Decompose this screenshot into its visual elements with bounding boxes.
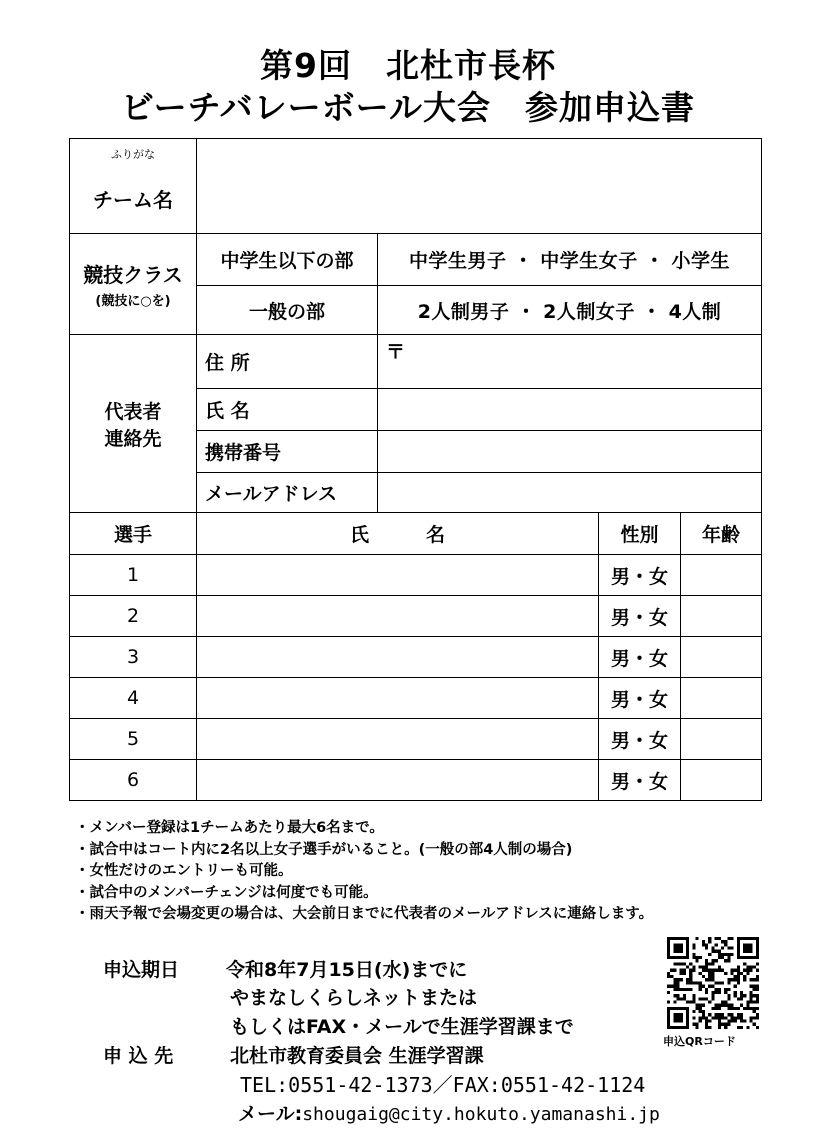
player-number: 4 — [70, 678, 197, 719]
email-field[interactable] — [378, 473, 762, 513]
phone-field[interactable] — [378, 431, 762, 473]
team-name-label: チーム名 — [93, 187, 173, 212]
player-row — [70, 637, 762, 678]
player-gender[interactable]: 男・女 — [599, 760, 681, 801]
player-gender[interactable]: 男・女 — [599, 637, 681, 678]
email-contact-link[interactable]: shougaig@city.hokuto.yamanashi.jp — [302, 1104, 660, 1125]
deadline-label: 申込期日 — [103, 959, 180, 981]
player-row — [70, 555, 762, 596]
rep-name-label: 氏 名 — [197, 389, 378, 431]
note-item: ・雨天予報で会場変更の場合は、大会前日までに代表者のメールアドレスに連絡します。 — [75, 906, 654, 922]
player-age-field[interactable] — [681, 596, 762, 637]
email-contact — [238, 1099, 660, 1126]
player-age-field[interactable] — [681, 637, 762, 678]
player-age-field[interactable] — [681, 678, 762, 719]
player-gender[interactable]: 男・女 — [599, 555, 681, 596]
method-line1: やまなしくらしネットまたは — [230, 987, 478, 1009]
furigana-label: ふりがな — [111, 147, 155, 161]
player-row — [70, 678, 762, 719]
general-division-options[interactable]: 2人制男子 ・ 2人制女子 ・ 4人制 — [378, 286, 762, 335]
age-column-header: 年齢 — [681, 513, 762, 555]
qr-caption: 申込QRコード — [663, 1035, 736, 1048]
player-number: 2 — [70, 596, 197, 637]
player-name-field[interactable] — [197, 760, 599, 801]
destination-label: 申 込 先 — [103, 1045, 174, 1067]
method-line2: もしくはFAX・メールで生涯学習課まで — [230, 1016, 574, 1038]
junior-division-options[interactable]: 中学生男子 ・ 中学生女子 ・ 小学生 — [378, 234, 762, 286]
general-division-label: 一般の部 — [197, 286, 378, 335]
representative-label-cell — [70, 335, 197, 513]
notes-list — [75, 818, 653, 926]
address-label: 住 所 — [197, 335, 378, 389]
player-number: 6 — [70, 760, 197, 801]
junior-division-label: 中学生以下の部 — [197, 234, 378, 286]
note-item: ・女性だけのエントリーも可能。 — [75, 863, 293, 879]
team-name-field[interactable] — [197, 139, 762, 234]
player-number: 5 — [70, 719, 197, 760]
rep-name-field[interactable] — [378, 389, 762, 431]
player-gender[interactable]: 男・女 — [599, 719, 681, 760]
player-gender[interactable]: 男・女 — [599, 678, 681, 719]
note-item: ・メンバー登録は1チームあたり最大6名まで。 — [75, 820, 384, 836]
player-name-field[interactable] — [197, 719, 599, 760]
address-field[interactable] — [378, 335, 762, 389]
note-item: ・試合中はコート内に2名以上女子選手がいること。(一般の部4人制の場合) — [75, 841, 573, 858]
representative-label-line2: 連絡先 — [104, 427, 162, 450]
note-item: ・試合中のメンバーチェンジは何度でも可能。 — [75, 884, 378, 901]
class-label-cell — [70, 234, 197, 335]
class-sub-label: (競技に○を) — [95, 294, 171, 309]
player-number: 3 — [70, 637, 197, 678]
form-title-line2: ビーチバレーボール大会 参加申込書 — [120, 88, 696, 127]
player-name-field[interactable] — [197, 596, 599, 637]
gender-column-header: 性別 — [599, 513, 681, 555]
tel-fax-text: TEL:0551-42-1373／FAX:0551-42-1124 — [240, 1073, 646, 1097]
player-age-field[interactable] — [681, 555, 762, 596]
player-row — [70, 596, 762, 637]
postal-mark: 〒 — [386, 341, 406, 363]
deadline-value: 令和8年7月15日(水)までに — [226, 959, 468, 981]
team-name-label-cell — [70, 139, 197, 234]
player-age-field[interactable] — [681, 760, 762, 801]
phone-label: 携帯番号 — [197, 431, 378, 473]
form-title-line1: 第9回 北杜市長杯 — [260, 46, 556, 85]
player-name-field[interactable] — [197, 678, 599, 719]
name-column-header: 氏 名 — [197, 513, 599, 555]
destination-value: 北杜市教育委員会 生涯学習課 — [230, 1045, 484, 1067]
email-contact-label: メール: — [238, 1103, 303, 1125]
qr-code-icon[interactable] — [667, 937, 759, 1029]
player-name-field[interactable] — [197, 637, 599, 678]
player-gender[interactable]: 男・女 — [599, 596, 681, 637]
player-name-field[interactable] — [197, 555, 599, 596]
application-form-table — [69, 138, 762, 801]
player-column-header: 選手 — [70, 513, 197, 555]
player-age-field[interactable] — [681, 719, 762, 760]
player-number: 1 — [70, 555, 197, 596]
representative-label-line1: 代表者 — [104, 400, 162, 423]
class-label: 競技クラス — [83, 263, 183, 287]
player-row — [70, 719, 762, 760]
email-label: メールアドレス — [197, 473, 378, 513]
player-row — [70, 760, 762, 801]
